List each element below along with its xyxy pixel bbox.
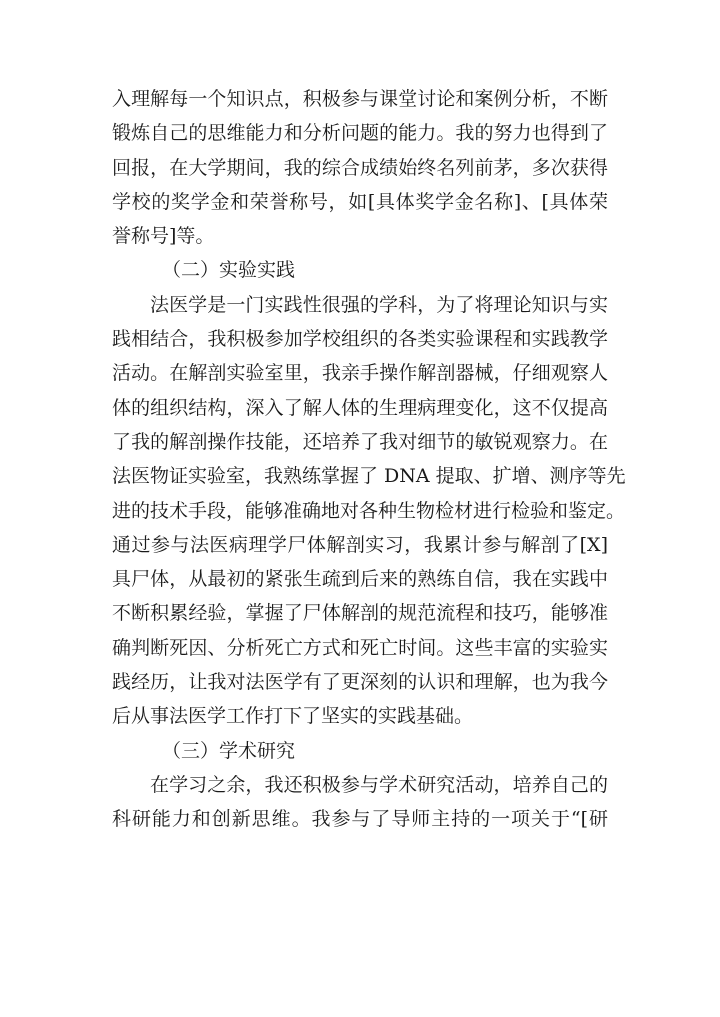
document-body xyxy=(112,82,626,837)
text-line: 进的技术手段，能够准确地对各种生物检材进行检验和鉴定。 xyxy=(112,499,626,522)
paragraph-academic-research xyxy=(112,768,608,837)
text-line: 活动。在解剖实验室里，我亲手操作解剖器械，仔细观察人 xyxy=(112,362,608,385)
text-line: 回报，在大学期间，我的综合成绩始终名列前茅，多次获得 xyxy=(112,156,608,179)
text-line: 学校的奖学金和荣誉称号，如[具体奖学金名称]、[具体荣 xyxy=(112,190,608,213)
text-line: 确判断死因、分析死亡方式和死亡时间。这些丰富的实验实 xyxy=(112,636,608,659)
text-line: 后从事法医学工作打下了坚实的实践基础。 xyxy=(112,705,474,728)
paragraph-experiment-practice xyxy=(112,288,626,734)
text-line: 践经历，让我对法医学有了更深刻的认识和理解，也为我今 xyxy=(112,671,608,694)
text-line: 法医学是一门实践性很强的学科，为了将理论知识与实 xyxy=(150,293,608,316)
text-line: 通过参与法医病理学尸体解剖实习，我累计参与解剖了[X] xyxy=(112,533,608,556)
text-line: 法医物证实验室，我熟练掌握了 DNA 提取、扩增、测序等先 xyxy=(112,465,626,488)
text-line: 科研能力和创新思维。我参与了导师主持的一项关于“[研 xyxy=(112,808,608,831)
text-line: 具尸体，从最初的紧张生疏到后来的熟练自信，我在实践中 xyxy=(112,568,608,591)
section-heading-academic-research: （三）学术研究 xyxy=(162,739,296,762)
section-heading-experiment-practice: （二）实验实践 xyxy=(162,259,296,282)
text-line: 在学习之余，我还积极参与学术研究活动，培养自己的 xyxy=(150,773,608,796)
text-line: 锻炼自己的思维能力和分析问题的能力。我的努力也得到了 xyxy=(112,122,608,145)
text-line: 践相结合，我积极参加学校组织的各类实验课程和实践教学 xyxy=(112,328,608,351)
text-line: 誉称号]等。 xyxy=(112,225,215,248)
text-line: 不断积累经验，掌握了尸体解剖的规范流程和技巧，能够准 xyxy=(112,602,608,625)
text-line: 了我的解剖操作技能，还培养了我对细节的敏锐观察力。在 xyxy=(112,430,608,453)
text-line: 入理解每一个知识点，积极参与课堂讨论和案例分析，不断 xyxy=(112,88,608,110)
text-line: 体的组织结构，深入了解人体的生理病理变化，这不仅提高 xyxy=(112,396,608,419)
paragraph-academic-achievement xyxy=(112,82,608,253)
